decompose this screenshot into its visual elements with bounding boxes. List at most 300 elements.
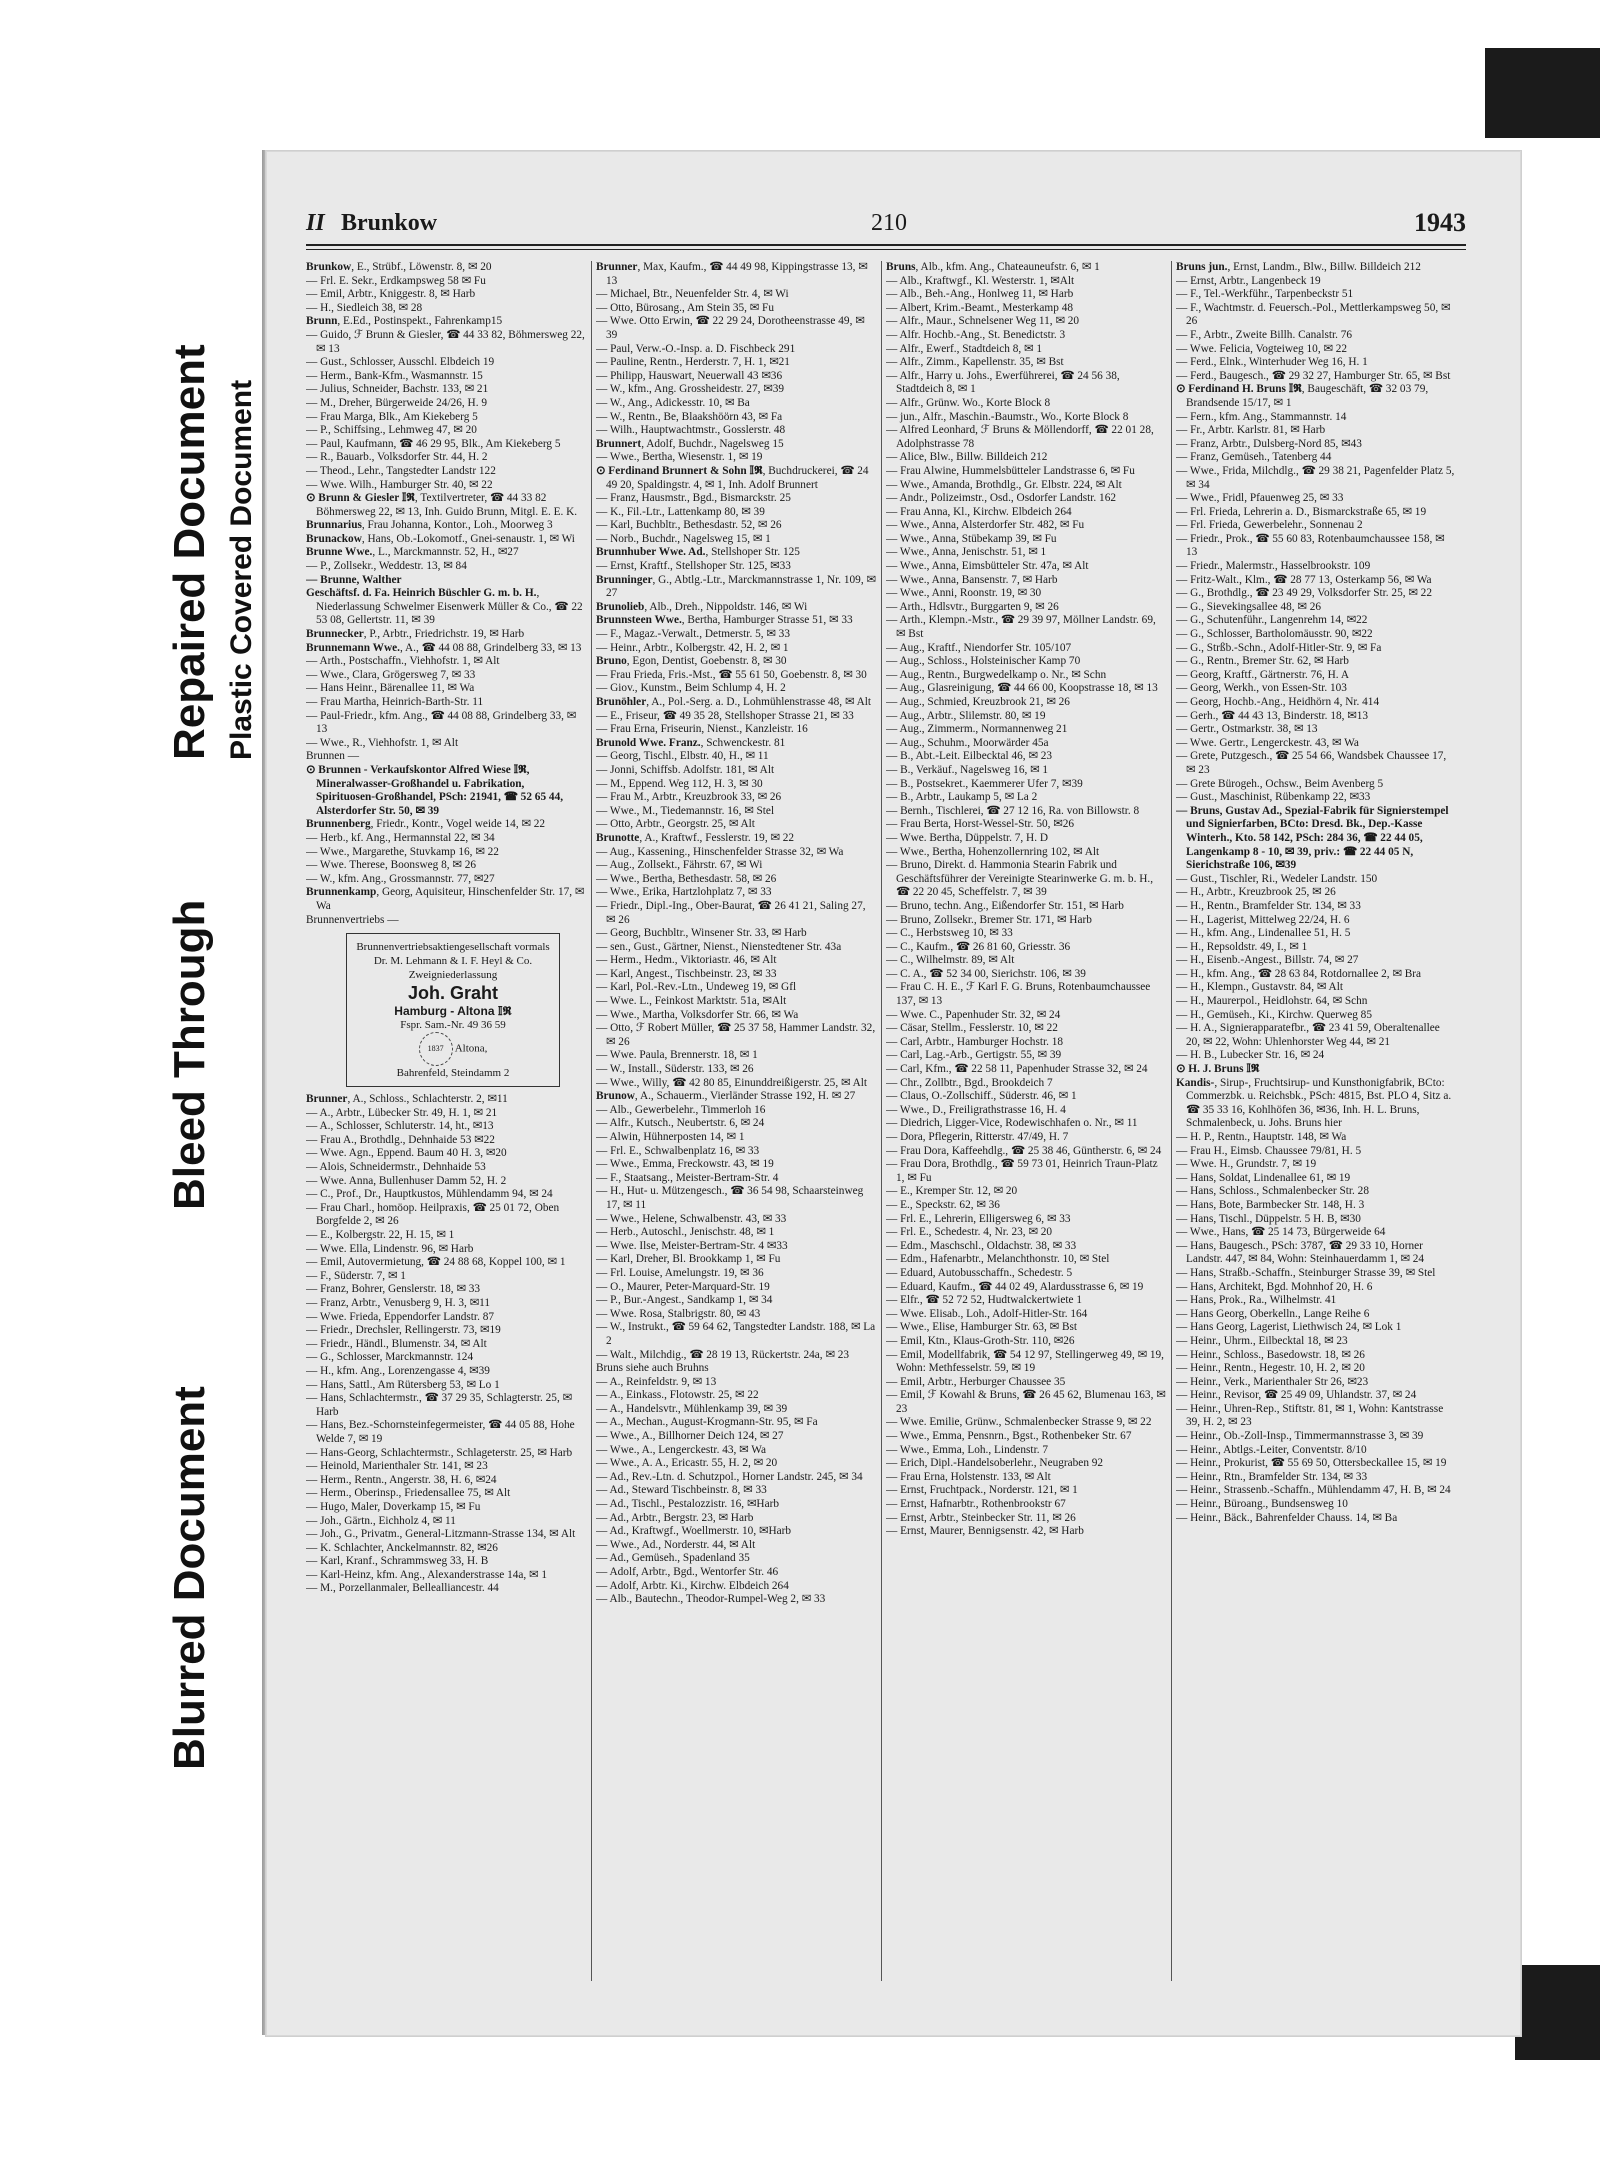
directory-entry: — Hans, Baugesch., PSch: 3787, ☎ 29 33 10, Horner Landstr. 447, ✉ 84, Wohn: Steinhauerdamm 1, ✉ 24 [1176,1239,1425,1266]
directory-entry: — Frau Martha, Heinrich-Barth-Str. 11 [306,696,484,708]
directory-entry: — E., Kremper Str. 12, ✉ 20 [886,1185,1018,1198]
directory-entry: — C., Prof., Dr., Hauptkustos, Mühlendamm 94, ✉ 24 [306,1188,553,1201]
directory-entry: — A., Handelsvtr., Mühlenkamp 39, ✉ 39 [596,1402,788,1415]
directory-entry: — Frau H., Eimsb. Chaussee 79/81, H. 5 [1176,1144,1362,1157]
directory-entry: — C. A., ☎ 52 34 00, Sierichstr. 106, ✉ 39 [886,967,1086,980]
directory-entry: — Frau Anna, Kl., Kirchw. Elbdeich 264 [886,505,1072,518]
directory-entry: — M., Eppend. Weg 112, H. 3, ✉ 30 [596,777,763,790]
directory-entry: — Herm., Bank-Kfm., Wasmannstr. 15 [306,369,483,382]
directory-entry: — Edm., Maschschl., Oldachstr. 38, ✉ 33 [886,1239,1077,1252]
directory-entry: — Emil, Arbtr., Kniggestr. 8, ✉ Harb [306,288,476,301]
directory-entry: — Wwe., Helene, Schwalbenstr. 43, ✉ 33 [596,1212,787,1225]
directory-entry: — Aug., Rentn., Burgwedelkamp o. Nr., ✉ Schn [886,668,1107,681]
column-divider [1171,261,1172,1981]
directory-entry: — Philipp, Hauswart, Neuerwall 43 ✉36 [596,369,783,382]
directory-entry: — Brunne, Walther [306,573,402,586]
directory-entry: — Wwe., Frida, Milchdlg., ☎ 29 38 21, Pagenfelder Platz 5, ✉ 34 [1176,464,1455,491]
directory-entry: — Frau C. H. E., ℱ Karl F. G. Bruns, Rotenbaumchaussee 137, ✉ 13 [886,981,1151,1008]
directory-entry: — Frau Marga, Blk., Am Kiekeberg 5 [306,410,478,423]
directory-entry: — Wwe. Agn., Eppend. Baum 40 H. 3, ✉20 [306,1147,507,1160]
directory-entry: — Pauline, Rentn., Herderstr. 7, H. 1, ✉21 [596,356,790,369]
directory-entry: — Wwe. Wilh., Hamburger Str. 40, ✉ 22 [306,478,493,491]
directory-entry: — Hans Heinr., Bärenallee 11, ✉ Wa [306,682,475,695]
directory-entry: — Wwe., Clara, Grögersweg 7, ✉ 33 [306,668,476,681]
corner-black-bar [1485,48,1600,138]
directory-entry: Brunne Wwe., L., Marckmannstr. 52, H., ✉27 [306,546,519,559]
directory-entry: — Aug., Schmied, Kreuzbrook 21, ✉ 26 [886,696,1070,708]
directory-entry: Brunkow, E., Strübf., Löwenstr. 8, ✉ 20 [306,261,492,273]
directory-entry: — Emil, ℱ Kowahl & Bruns, ☎ 26 45 62, Blumenau 163, ✉ 23 [886,1389,1166,1415]
directory-entry: — jun., Alfr., Maschin.-Baumstr., Wo., Korte Block 8 [886,410,1129,423]
label-bleed-through: Bleed Through [165,899,214,1210]
directory-entry: — Wwe. Bertha, Düppelstr. 7, H. D [886,831,1049,844]
directory-entry: — Wwe., Emma, Pensnrn., Bgst., Rothenbeker Str. 67 [886,1430,1132,1443]
directory-entry: — Aug., Schuhm., Moorwärder 45a [886,736,1049,749]
directory-entry: — Chr., Zollbtr., Bgd., Brookdeich 7 [886,1076,1053,1089]
ad-company: Brunnenvertriebsaktiengesellschaft vormals Dr. M. Lehmann & I. F. Heyl & Co. [356,941,550,968]
directory-entry: — Wwe., Bertha, Bethesdastr. 58, ✉ 26 [596,872,777,885]
directory-entry: — G., Schlosser, Bartholomäusstr. 90, ✉22 [1176,628,1373,641]
directory-entry: — Herm., Hedm., Viktoriastr. 46, ✉ Alt [596,954,777,967]
directory-entry: — Heinr., Arbtr., Kolbergstr. 42, H. 2, ✉ 1 [596,641,789,654]
directory-entry: — Karl-Heinz, kfm. Ang., Alexanderstrasse 14a, ✉ 1 [306,1568,547,1581]
directory-entry: — Friedr., Drechsler, Rellingerstr. 73, ✉19 [306,1324,501,1337]
directory-entry: Brunn, E.Ed., Postinspekt., Fahrenkamp15 [306,315,503,328]
label-repaired-document: Repaired Document [165,344,214,760]
directory-entry: — Heinr., Verk., Marienthaler Str 26, ✉23 [1176,1375,1369,1388]
directory-entry: — Fern., kfm. Ang., Stammannstr. 14 [1176,410,1347,423]
directory-entry: — C., Kaufm., ☎ 26 81 60, Griesstr. 36 [886,940,1071,953]
directory-entry: — Hans, Bote, Barmbecker Str. 148, H. 3 [1176,1198,1365,1211]
directory-entry: — Wwe. H., Grundstr. 7, ✉ 19 [1176,1158,1317,1171]
directory-entry: — Hans, Bez.-Schornsteinfegermeister, ☎ 44 05 88, Hohe Welde 7, ✉ 19 [306,1419,575,1445]
directory-entry: — Fr., Arbtr. Karlstr. 81, ✉ Harb [1176,424,1326,437]
directory-entry: — Ernst, Fruchtpack., Norderstr. 121, ✉ 1 [886,1484,1078,1497]
directory-entry: — Aug., Arbtr., Slilemstr. 80, ✉ 19 [886,709,1046,722]
directory-entry: — Hans Georg, Oberkelln., Lange Reihe 6 [1176,1307,1370,1320]
directory-entry: — H., Hut- u. Mützengesch., ☎ 36 54 98, Schaarsteinweg 17, ✉ 11 [596,1185,864,1211]
directory-entry: Brunackow, Hans, Ob.-Lokomotf., Gnei-senaustr. 1, ✉ Wi [306,532,575,545]
directory-entry: — Wwe. Emilie, Grünw., Schmalenbecker Strasse 9, ✉ 22 [886,1416,1152,1429]
directory-entry: ⊙ Brunnen - Verkaufskontor Alfred Wiese 𝕀𝕽, Mineralwasser-Großhandel u. Fabrikation, Spirituosen-Großhandel, PSch: 21941, ☎ 52 65 44, Alsterdorfer Str. 50, ✉ 39 [306,763,564,817]
directory-entry: — Frl. E., Lehrerin, Elligersweg 6, ✉ 33 [886,1212,1071,1225]
directory-entry: — Hans, Soldat, Lindenallee 61, ✉ 19 [1176,1171,1351,1184]
directory-entry: — H., kfm. Ang., ☎ 28 63 84, Rotdornallee 2, ✉ Bra [1176,967,1422,980]
directory-entry: — Heinr., Prokurist, ☎ 55 69 50, Ottersbeckallee 15, ✉ 19 [1176,1457,1447,1470]
directory-entry: — Frau A., Brothdlg., Dehnhaide 53 ✉22 [306,1133,495,1146]
directory-entry: ⊙ H. J. Bruns 𝕀𝕽 [1176,1063,1260,1076]
directory-entry: — Wwe. Anna, Bullenhuser Damm 52, H. 2 [306,1174,507,1187]
directory-entry: — Friedr., Malermstr., Hasselbrookstr. 109 [1176,560,1371,573]
directory-entry: — A., Schlosser, Schluterstr. 14, ht., ✉13 [306,1120,494,1133]
directory-entry: — Wwe., Anna, Alsterdorfer Str. 482, ✉ Fu [886,519,1085,532]
directory-entry: — Aug., Glasreinigung, ☎ 44 66 00, Koopstrasse 18, ✉ 13 [886,682,1158,695]
directory-entry: — B., Arbtr., Laukamp 5, ✉ La 2 [886,791,1038,804]
directory-entry: — Ad., Kraftwgf., Woellmerstr. 10, ✉Harb [596,1525,792,1538]
directory-entry: Brunnenkamp, Georg, Aquisiteur, Hinschenfelder Str. 17, ✉ Wa [306,886,585,912]
directory-entry: — Frau Berta, Horst-Wessel-Str. 50, ✉26 [886,818,1075,831]
directory-entry: — F., Staatsang., Meister-Bertram-Str. 4 [596,1171,779,1184]
directory-entry: — Ernst, Kraftf., Stellshoper Str. 125, ✉33 [596,560,791,573]
directory-entry: — Aug., Zollsekt., Fährstr. 67, ✉ Wi [596,859,763,872]
directory-entry: — R., Bauarb., Volksdorfer Str. 44, H. 2 [306,451,488,464]
directory-entry: — H. P., Rentn., Hauptstr. 148, ✉ Wa [1176,1131,1347,1143]
directory-entry: — Carl, Arbtr., Hamburger Hochstr. 18 [886,1035,1064,1048]
directory-entry: — Georg, Tischl., Elbstr. 40, H., ✉ 11 [596,750,769,763]
directory-entry: — Frl. E., Schedestr. 4, Nr. 23, ✉ 20 [886,1226,1053,1239]
directory-entry: — Wwe., Anna, Jenischstr. 51, ✉ 1 [886,546,1047,559]
directory-entry: Brunnecker, P., Arbtr., Friedrichstr. 19, ✉ Harb [306,628,525,641]
directory-entry: Kandis-, Sirup-, Fruchtsirup- und Kunsthonigfabrik, BCto: Commerzbk. u. Reichsbk., PSch: 4815, Bst. PLO 4, Sitz a. ☎ 35 33 16, Kohlhöfen 36, ✉36, Inh. H. L. Bruns, Schmalenbeck, u. Johs. Bruns hier [1176,1076,1452,1130]
directory-entry: — Bruno, techn. Ang., Eißendorfer Str. 151, ✉ Harb [886,899,1124,912]
directory-entry: — Albert, Krim.-Beamt., Mesterkamp 48 [886,301,1073,314]
directory-entry: — Emil, Arbtr., Herburger Chaussee 35 [886,1375,1066,1388]
directory-entry: — Michael, Btr., Neuenfelder Str. 4, ✉ Wi [596,288,789,301]
directory-entry: — Herb., Autoschl., Jenischstr. 48, ✉ 1 [596,1226,775,1239]
directory-entry: — W., kfm. Ang., Grossmannstr. 77, ✉27 [306,872,495,885]
directory-entry: — Karl, Angest., Tischbeinstr. 23, ✉ 33 [596,967,777,980]
directory-entry: — Frau Erna, Friseurin, Nienst., Kanzleistr. 16 [596,723,808,736]
directory-entry: — Alwin, Hühnerposten 14, ✉ 1 [596,1131,745,1143]
ad-name: Joh. Graht [407,983,498,1004]
directory-entry: — Grete, Putzgesch., ☎ 25 54 66, Wandsbek Chaussee 17, ✉ 23 [1176,750,1447,776]
directory-entry: — Heinr., Bäck., Bahrenfelder Chauss. 14, ✉ Ba [1176,1511,1398,1524]
directory-entry: — Guido, ℱ Brunn & Giesler, ☎ 44 33 82, Böhmersweg 22, ✉ 13 [306,328,585,355]
directory-entry: — Friedr., Prok., ☎ 55 60 83, Rotenbaumchaussee 158, ✉ 13 [1176,532,1445,559]
directory-entry: Brunotte, A., Kraftwf., Fesslerstr. 19, ✉ 22 [596,831,795,844]
directory-entry: Brunner, A., Schloss., Schlachterstr. 2, ✉11 [306,1093,508,1106]
directory-entry: Brunnsteen Wwe., Bertha, Hamburger Strasse 51, ✉ 33 [596,614,853,627]
label-blurred-document: Blurred Document [165,1386,214,1770]
directory-entry: — Joh., Gärtn., Eichholz 4, ✉ 11 [306,1514,456,1527]
directory-entry: Brunnhuber Wwe. Ad., Stellshoper Str. 125 [596,546,800,559]
directory-entry: — F., Tel.-Werkführ., Tarpenbeckstr 51 [1176,288,1354,301]
directory-entry: — Ferd., Baugesch., ☎ 29 32 27, Hamburger Str. 65, ✉ Bst [1176,369,1451,382]
directory-entry: — P., Bur.-Angest., Sandkamp 1, ✉ 34 [596,1294,773,1307]
directory-entry: — Franz, Hausmstr., Bgd., Bismarckstr. 25 [596,492,791,505]
header-year: 1943 [1414,208,1466,237]
directory-entry: — Walt., Milchdig., ☎ 28 19 13, Rückertstr. 24a, ✉ 23 [596,1348,850,1361]
directory-entry: Bruno, Egon, Dentist, Goebenstr. 8, ✉ 30 [596,655,787,668]
directory-entry: — Aug., Kraftf., Niendorfer Str. 105/107 [886,641,1072,654]
directory-entry: — Hans, Architekt, Bgd. Mohnhof 20, H. 6 [1176,1280,1373,1293]
directory-entry: — Wwe., Bertha, Wiesenstr. 1, ✉ 19 [596,451,763,464]
directory-entry: — Arth., Klempn.-Mstr., ☎ 29 39 97, Möllner Landstr. 69, ✉ Bst [886,614,1156,641]
directory-entry: — H., Repsoldstr. 49, I., ✉ 1 [1176,940,1308,953]
directory-entry: — Carl, Lag.-Arb., Gertigstr. 55, ✉ 39 [886,1049,1062,1062]
directory-entry: — Wwe., D., Freiligrathstrasse 16, H. 4 [886,1103,1066,1116]
directory-entry: — Wwe., Willy, ☎ 42 80 85, Einunddreißigerstr. 25, ✉ Alt [596,1076,868,1089]
directory-entry: — Herm., Oberinsp., Friedensallee 75, ✉ Alt [306,1487,511,1500]
directory-entry: — Ad., Steward Tischbeinstr. 8, ✉ 33 [596,1484,767,1497]
directory-entry: — Hans, Sattl., Am Rütersberg 53, ✉ Lo 1 [306,1378,500,1391]
directory-entry: — Otto, ℱ Robert Müller, ☎ 25 37 58, Hammer Landstr. 32, ✉ 26 [596,1022,876,1048]
directory-entry: — Alb., Kraftwgf., Kl. Westerstr. 1, ✉Alt [886,274,1075,287]
directory-entry: — Wwe., Margarethe, Stuvkamp 16, ✉ 22 [306,845,499,858]
directory-entry: — Franz, Bohrer, Genslerstr. 18, ✉ 33 [306,1283,481,1296]
directory-entry: — Ad., Arbtr., Bergstr. 23, ✉ Harb [596,1511,754,1524]
directory-entry: — Wwe. Ella, Lindenstr. 96, ✉ Harb [306,1242,474,1255]
directory-entry: — Franz, Gemüseh., Tatenberg 44 [1176,451,1332,464]
directory-entry: — Aug., Zimmerm., Normannenweg 21 [886,723,1068,736]
directory-entry: — Cäsar, Stellm., Fesslerstr. 10, ✉ 22 [886,1022,1058,1035]
directory-entry: — Gust., Tischler, Ri., Wedeler Landstr. 150 [1176,872,1378,885]
directory-entry: — Frl. Frieda, Lehrerin a. D., Bismarckstraße 65, ✉ 19 [1176,505,1427,518]
directory-entry: — B., Abt.-Leit. Eilbecktal 46, ✉ 23 [886,750,1053,763]
directory-entry: — A., Einkass., Flotowstr. 25, ✉ 22 [596,1389,759,1402]
directory-entry: — Hans, Prok., Ra., Wilhelmstr. 41 [1176,1294,1337,1307]
directory-entry: — Heinr., Revisor, ☎ 25 49 09, Uhlandstr. 37, ✉ 24 [1176,1389,1417,1402]
directory-entry: — Wwe., Martha, Volksdorfer Str. 66, ✉ Wa [596,1008,799,1021]
directory-entry: — Wwe., Bertha, Hohenzollernring 102, ✉ Alt [886,845,1100,858]
directory-entry: — Alfr., Harry u. Johs., Ewerführerei, ☎ 24 56 38, Stadtdeich 8, ✉ 1 [886,369,1120,396]
directory-entry: Brunold Wwe. Franz., Schwenckestr. 81 [596,736,786,749]
directory-entry: — Ernst, Arbtr., Langenbeck 19 [1176,274,1321,287]
directory-entry: — Diedrich, Ligger-Vice, Rodewischhafen o. Nr., ✉ 11 [886,1117,1138,1130]
directory-entry: Brunnen — [306,750,360,763]
directory-entry: — H., Gemüseh., Ki., Kirchw. Querweg 85 [1176,1008,1372,1021]
directory-entry: — Carl, Kfm., ☎ 22 58 11, Papenhuder Strasse 32, ✉ 24 [886,1063,1148,1076]
directory-entry: Brunow, A., Schauerm., Vierländer Strasse 192, H. ✉ 27 [596,1090,856,1103]
directory-entry: — Adolf, Arbtr., Bgd., Wentorfer Str. 46 [596,1566,779,1578]
directory-entry: — Otto, Bürosang., Am Stein 35, ✉ Fu [596,301,774,314]
directory-entry: — Norb., Buchdr., Nagelsweg 15, ✉ 1 [596,532,771,545]
directory-entry: — Elfr., ☎ 52 72 52, Hudtwalckertwiete 1 [886,1294,1083,1307]
directory-entry: — Paul, Verw.-O.-Insp. a. D. Fischbeck 291 [596,342,796,355]
directory-entry: — Edm., Hafenarbtr., Melanchthonstr. 10, ✉ Stel [886,1253,1110,1266]
directory-entry: — Emil, Modellfabrik, ☎ 54 12 97, Stellingerweg 49, ✉ 19, Wohn: Methfesselstr. 59, ✉ 19 [886,1348,1164,1375]
directory-entry: — Paul, Kaufmann, ☎ 46 29 95, Blk., Am Kiekeberg 5 [306,437,561,450]
directory-entry: — Hans-Georg, Schlachtermstr., Schlageterstr. 25, ✉ Harb [306,1446,573,1459]
directory-entry: — Alb., Bautechn., Theodor-Rumpel-Weg 2, ✉ 33 [596,1593,826,1606]
directory-entry: — A., Arbtr., Lübecker Str. 49, H. 1, ✉ 21 [306,1106,498,1119]
directory-entry: — Frau Dora, Kaffeehdlg., ☎ 25 38 46, Güntherstr. 6, ✉ 24 [886,1144,1162,1157]
column-1-entries-after-ad [306,1093,586,1596]
directory-entry: — F., Wachtmstr. d. Feuersch.-Pol., Mettlerkampsweg 50, ✉ 26 [1176,301,1451,328]
directory-entry: — H., kfm. Ang., Lindenallee 51, H. 5 [1176,927,1351,940]
directory-entry: — Wwe., A. A., Ericastr. 55, H. 2, ✉ 20 [596,1457,778,1470]
directory-entry: — E., Friseur, ☎ 49 35 28, Stellshoper Strasse 21, ✉ 33 [596,709,854,722]
directory-entry: — C., Wilhelmstr. 89, ✉ Alt [886,954,1015,967]
ad-city2: Altona, [454,1042,488,1055]
directory-entry: Brunner, Max, Kaufm., ☎ 44 49 98, Kippingstrasse 13, ✉ 13 [596,261,868,287]
directory-entry: — Friedr., Händl., Blumenstr. 34, ✉ Alt [306,1337,487,1350]
directory-entry: Brunnenvertriebs — [306,913,399,926]
directory-entry: — Wwe., Fridl, Pfauenweg 25, ✉ 33 [1176,492,1344,505]
directory-entry: — G., Schlosser, Marckmannstr. 124 [306,1351,474,1364]
directory-entry: — Arth., Postschaffn., Viehhofstr. 1, ✉ Alt [306,655,500,668]
header-rule [306,244,1466,246]
directory-entry: Brunnemann Wwe., A., ☎ 44 08 88, Grindelberg 33, ✉ 13 [306,641,582,654]
directory-entry: — Friedr., Dipl.-Ing., Ober-Baurat, ☎ 26 41 21, Saling 27, ✉ 26 [596,899,866,926]
directory-entry: ⊙ Ferdinand H. Bruns 𝕀𝕽, Baugeschäft, ☎ 32 03 79, Brandsende 15/17, ✉ 1 [1176,383,1429,409]
ad-branch: Zweigniederlassung [408,969,498,982]
directory-entry: — Heinr., Schloss., Basedowstr. 18, ✉ 26 [1176,1348,1365,1361]
directory-entry: — Emil, Ktn., Klaus-Groth-Str. 110, ✉26 [886,1334,1075,1347]
directory-entry: — M., Dreher, Bürgerweide 24/26, H. 9 [306,396,487,409]
directory-entry: — Claus, O.-Zollschiff., Süderstr. 46, ✉ 1 [886,1090,1077,1103]
directory-entry: — Alb., Gewerbelehr., Timmerloh 16 [596,1103,766,1116]
directory-entry: — F., Süderstr. 7, ✉ 1 [306,1269,406,1282]
directory-entry: — Heinr., Rtn., Bramfelder Str. 134, ✉ 33 [1176,1470,1368,1483]
directory-entry: ⊙ Brunn & Giesler 𝕀𝕽, Textilvertreter, ☎ 44 33 82 Böhmersweg 22, ✉ 13, Inh. Guido Brunn, Mitgl. E. E. K. [306,492,578,518]
directory-entry: — Bernh., Tischlerei, ☎ 27 12 16, Ra. von Billowstr. 8 [886,804,1140,817]
directory-entry: — Ferd., Elnk., Winterhuder Weg 16, H. 1 [1176,356,1368,369]
directory-entry: — Karl, Kranf., Schrammsweg 33, H. B [306,1555,489,1568]
directory-entry: — Frau Dora, Brothdlg., ☎ 59 73 01, Heinrich Traun-Platz 1, ✉ Fu [886,1158,1158,1184]
directory-entry: — Frl. E., Schwalbenplatz 16, ✉ 33 [596,1144,760,1157]
column-1 [306,261,586,1981]
directory-entry: — F., Magaz.-Verwalt., Detmerstr. 5, ✉ 33 [596,628,790,641]
directory-entry: Brunöhler, A., Pol.-Serg. a. D., Lohmühlenstrasse 48, ✉ Alt [596,696,872,708]
directory-entry: — B., Postsekret., Kaemmerer Ufer 7, ✉39 [886,777,1083,790]
directory-entry: — Theod., Lehr., Tangstedter Landstr 122 [306,464,496,477]
corner-black-bar-bottom [1515,1965,1600,2060]
directory-entry: — Wwe., R., Viehhofstr. 1, ✉ Alt [306,736,459,749]
directory-entry: — Hans, Schloss., Schmalenbecker Str. 28 [1176,1185,1369,1198]
directory-entry: — Wwe., Emma, Freckowstr. 43, ✉ 19 [596,1158,774,1171]
directory-entry: — Bruno, Direkt. d. Hammonia Stearin Fabrik und Geschäftsführer der Vereinigte Stearinwerke G. m. b. H., ☎ 22 20 45, Scheffelstr. 7, ✉ 39 [886,859,1154,899]
directory-entry: — Frl. E. Sekr., Erdkampsweg 58 ✉ Fu [306,274,486,287]
directory-entry: — Wwe. Frieda, Eppendorfer Landstr. 87 [306,1310,495,1323]
directory-entry: — Ernst, Arbtr., Steinbecker Str. 11, ✉ 26 [886,1511,1076,1524]
directory-entry: — Heinr., Abtlgs.-Leiter, Conventstr. 8/10 [1176,1443,1367,1456]
directory-entry: Brunnert, Adolf, Buchdr., Nagelsweg 15 [596,437,784,450]
directory-entry: — E., Kolbergstr. 22, H. 15, ✉ 1 [306,1229,455,1242]
page-number: 210 [871,210,907,236]
label-plastic-covered-document: Plastic Covered Document [225,379,258,760]
directory-entry: — Ad., Rev.-Ltn. d. Schutzpol., Horner Landstr. 245, ✉ 34 [596,1470,863,1483]
directory-entry: — Wwe. Gertr., Lengerckestr. 43, ✉ Wa [1176,736,1359,749]
directory-entry: — Frl. Frieda, Gewerbelehr., Sonnenau 2 [1176,519,1363,532]
directory-entry: — Wwe., Anna, Stübekamp 39, ✉ Fu [886,532,1057,545]
directory-entry: — Heinr., Rentn., Hegestr. 10, H. 2, ✉ 20 [1176,1362,1365,1375]
directory-entry: — Heinr., Uhren-Rep., Stiftstr. 81, ✉ 1, Wohn: Kantstrasse 39, H. 2, ✉ 23 [1176,1402,1444,1429]
directory-entry: — B., Verkäuf., Nagelsweg 16, ✉ 1 [886,763,1049,776]
directory-entry: — Paul-Friedr., kfm. Ang., ☎ 44 08 88, Grindelberg 33, ✉ 13 [306,709,577,736]
directory-entry: — H. A., Signierapparatefbr., ☎ 23 41 59, Oberaltenallee 20, ✉ 22, Wohn: Uhlenhorster Weg 44, ✉ 21 [1176,1022,1440,1048]
directory-entry: — P., Zollsekr., Weddestr. 13, ✉ 84 [306,560,467,573]
directory-entry: — Karl, Pol.-Rev.-Ltn., Undeweg 19, ✉ Gfl [596,981,797,994]
directory-entry: — Heinr., Strassenb.-Schaffn., Mühlendamm 47, H. B, ✉ 24 [1176,1484,1451,1497]
directory-entry: — Gust., Schlosser, Ausschl. Elbdeich 19 [306,356,495,369]
directory-entry: — Alice, Blw., Billw. Billdeich 212 [886,451,1048,464]
directory-entry: — Wwe., Elise, Hamburger Str. 63, ✉ Bst [886,1321,1078,1334]
ad-street: Bahrenfeld, Steindamm 2 [396,1067,510,1080]
directory-entry: — A., Reinfeldstr. 9, ✉ 13 [596,1375,717,1388]
directory-entry: — Wwe. Paula, Brennerstr. 18, ✉ 1 [596,1049,758,1062]
ad-city: Hamburg - Altona 𝕀𝕽 [394,1004,512,1019]
directory-entry: — H., Klempn., Gustavstr. 84, ✉ Alt [1176,981,1343,994]
directory-entry: — Grete Bürogeh., Ochsw., Beim Avenberg 5 [1176,777,1384,790]
directory-entry: — Hans, Schlachtermstr., ☎ 37 29 35, Schlagterstr. 25, ✉ Harb [306,1392,573,1418]
directory-entry: — Erich, Dipl.-Handelsoberlehr., Neugraben 92 [886,1457,1104,1470]
directory-entry: Brunnenberg, Friedr., Kontr., Vogel weide 14, ✉ 22 [306,818,546,831]
column-2 [596,261,876,1981]
directory-entry: Brunolieb, Alb., Dreh., Nippoldstr. 146, ✉ Wi [596,600,808,613]
column-divider [881,261,882,1981]
directory-entry: — O., Maurer, Peter-Marquard-Str. 19 [596,1280,770,1293]
directory-entry: — Adolf, Arbtr. Ki., Kirchw. Elbdeich 264 [596,1579,789,1592]
directory-entry: — Wwe. Rosa, Stalbrigstr. 80, ✉ 43 [596,1307,761,1320]
header-guide-word: Brunkow [341,210,438,236]
directory-entry: — K., Fil.-Ltr., Lattenkamp 80, ✉ 39 [596,505,765,518]
directory-entry: — Karl, Buchbltr., Bethesdastr. 52, ✉ 26 [596,519,782,532]
directory-entry: — Franz, Arbtr., Venusberg 9, H. 3, ✉11 [306,1297,491,1309]
directory-entry: — G., Schutenführ., Langenrehm 14, ✉22 [1176,614,1368,627]
directory-entry: — Hans, Tischl., Düppelstr. 5 H. B, ✉30 [1176,1212,1361,1225]
column-4 [1176,261,1456,1981]
column-divider [591,261,592,1981]
directory-entry: — Aug., Schloss., Holsteinischer Kamp 70 [886,655,1081,668]
directory-entry: — Wwe. L., Feinkost Marktstr. 51a, ✉Alt [596,995,787,1008]
directory-entry: — Frau Charl., homöop. Heilpraxis, ☎ 25 01 72, Oben Borgfelde 2, ✉ 26 [306,1201,560,1228]
directory-entry: — K. Schlachter, Anckelmannstr. 82, ✉26 [306,1541,498,1554]
directory-entry: — Bruns, Gustav Ad., Spezial-Fabrik für Signierstempel und Signierfarben, BCto: Dresd. Bk., Dep.-Kasse Winterh., Kto. 58 142, PSch: 284 36, ☎ 22 44 05, Langenkamp 8 - 10, ✉ 39, priv.: ☎ 22 44 05 N, Sierichstraße 106, ✉39 [1176,804,1449,872]
directory-entry: ⊙ Ferdinand Brunnert & Sohn 𝕀𝕽, Buchdruckerei, ☎ 24 49 20, Spaldingstr. 4, ✉ 1, Inh. Adolf Brunnert [596,464,869,491]
directory-entry: — Alfr., Maur., Schnelsener Weg 11, ✉ 20 [886,315,1080,328]
directory-entry: — Wwe. Elisab., Loh., Adolf-Hitler-Str. 164 [886,1307,1088,1320]
header-rule-thin [306,249,1466,250]
directory-entry: — Herm., Rentn., Angerstr. 38, H. 6, ✉24 [306,1473,497,1486]
directory-entry: — Alfr., Kutsch., Neubertstr. 6, ✉ 24 [596,1117,765,1130]
column-3 [886,261,1166,1981]
directory-entry: — Hans, Straßb.-Schaffn., Steinburger Strasse 39, ✉ Stel [1176,1266,1436,1279]
directory-entry: — W., Instrukt., ☎ 59 64 62, Tangstedter Landstr. 188, ✉ La 2 [596,1321,876,1347]
directory-entry: — Wwe. C., Papenhuder Str. 32, ✉ 24 [886,1008,1061,1021]
directory-entry: — Eduard, Kaufm., ☎ 44 02 49, Alardusstrasse 6, ✉ 19 [886,1280,1144,1293]
seal-icon: 1837 [419,1032,453,1066]
directory-entry: — W., Rentn., Be, Blaakshöörn 43, ✉ Fa [596,410,783,423]
directory-entry: — Giov., Kunstm., Beim Schlump 4, H. 2 [596,682,786,695]
directory-entry: — Herb., kf. Ang., Hermannstal 22, ✉ 34 [306,831,495,844]
directory-entry: — Georg, Werkh., von Essen-Str. 103 [1176,682,1347,695]
directory-entry: — M., Porzellanmaler, Bellealliancestr. 44 [306,1582,499,1595]
directory-entry: — Ad., Tischl., Pestalozzistr. 16, ✉Harb [596,1498,780,1511]
directory-entry: Bruns siehe auch Bruhns [596,1362,709,1375]
directory-entry: — Wwe., Anni, Roonstr. 19, ✉ 30 [886,587,1042,600]
directory-entry: — Wwe., Ad., Norderstr. 44, ✉ Alt [596,1538,756,1551]
directory-entry: — Fritz-Walt., Klm., ☎ 28 77 13, Osterkamp 56, ✉ Wa [1176,573,1432,586]
directory-entry: — H., Maurerpol., Heidlohstr. 64, ✉ Schn [1176,995,1368,1008]
directory-entry: — Aug., Kassening., Hinschenfelder Strasse 32, ✉ Wa [596,845,844,858]
directory-entry: — Georg, Hochb.-Ang., Heidhörn 4, Nr. 414 [1176,696,1380,708]
directory-entry: — Wilh., Hauptwachtmstr., Gosslerstr. 48 [596,424,786,437]
directory-entry: — Julius, Schneider, Bachstr. 133, ✉ 21 [306,383,489,396]
directory-entry: — P., Schiffsing., Lehmweg 47, ✉ 20 [306,424,477,437]
directory-entry: — H., kfm. Ang., Lorenzengasse 4, ✉39 [306,1364,490,1377]
directory-entry: — H., Eisenb.-Angest., Billstr. 74, ✉ 27 [1176,954,1359,967]
directory-entry: — H., Arbtr., Kreuzbrook 25, ✉ 26 [1176,886,1336,899]
directory-entry: — Frau Frieda, Fris.-Mst., ☎ 55 61 50, Goebenstr. 8, ✉ 30 [596,668,867,681]
page-header [306,206,1466,238]
directory-entry: — Hugo, Maler, Doverkamp 15, ✉ Fu [306,1500,481,1513]
directory-entry: — Wwe. Felicia, Vogteiweg 10, ✉ 22 [1176,342,1348,355]
directory-entry: — Wwe., A., Billhorner Deich 124, ✉ 27 [596,1430,784,1443]
directory-entry: — Franz, Arbtr., Dulsberg-Nord 85, ✉43 [1176,437,1362,450]
directory-entry: — Gust., Maschinist, Rübenkamp 22, ✉33 [1176,791,1371,804]
directory-entry: — Dora, Pflegerin, Ritterstr. 47/49, H. 7 [886,1131,1069,1143]
directory-entry: — Emil, Autovermietung, ☎ 24 88 68, Koppel 100, ✉ 1 [306,1256,566,1269]
directory-entry: — H., Rentn., Bramfelder Str. 134, ✉ 33 [1176,899,1361,912]
directory-entry: — W., kfm., Ang. Grossheidestr. 27, ✉39 [596,383,785,396]
directory-entry: — Otto, Arbtr., Georgstr. 25, ✉ Alt [596,818,755,831]
directory-entry: Bruns jun., Ernst, Landm., Blw., Billw. Billdeich 212 [1176,261,1421,273]
directory-entry: — Wwe., Anna, Bansenstr. 7, ✉ Harb [886,573,1058,586]
directory-entry: Geschäftsf. d. Fa. Heinrich Büschler G. m. b. H., Niederlassung Schwelmer Eisenwerk Müller & Co., ☎ 22 53 08, Gellertstr. 11, ✉ 39 [306,587,583,627]
directory-entry: — Alfred Leonhard, ℱ Bruns & Möllendorff, ☎ 22 01 28, Adolphstrasse 78 [886,424,1154,450]
directory-entry: — Jonni, Schiffsb. Adolfstr. 181, ✉ Alt [596,763,775,776]
